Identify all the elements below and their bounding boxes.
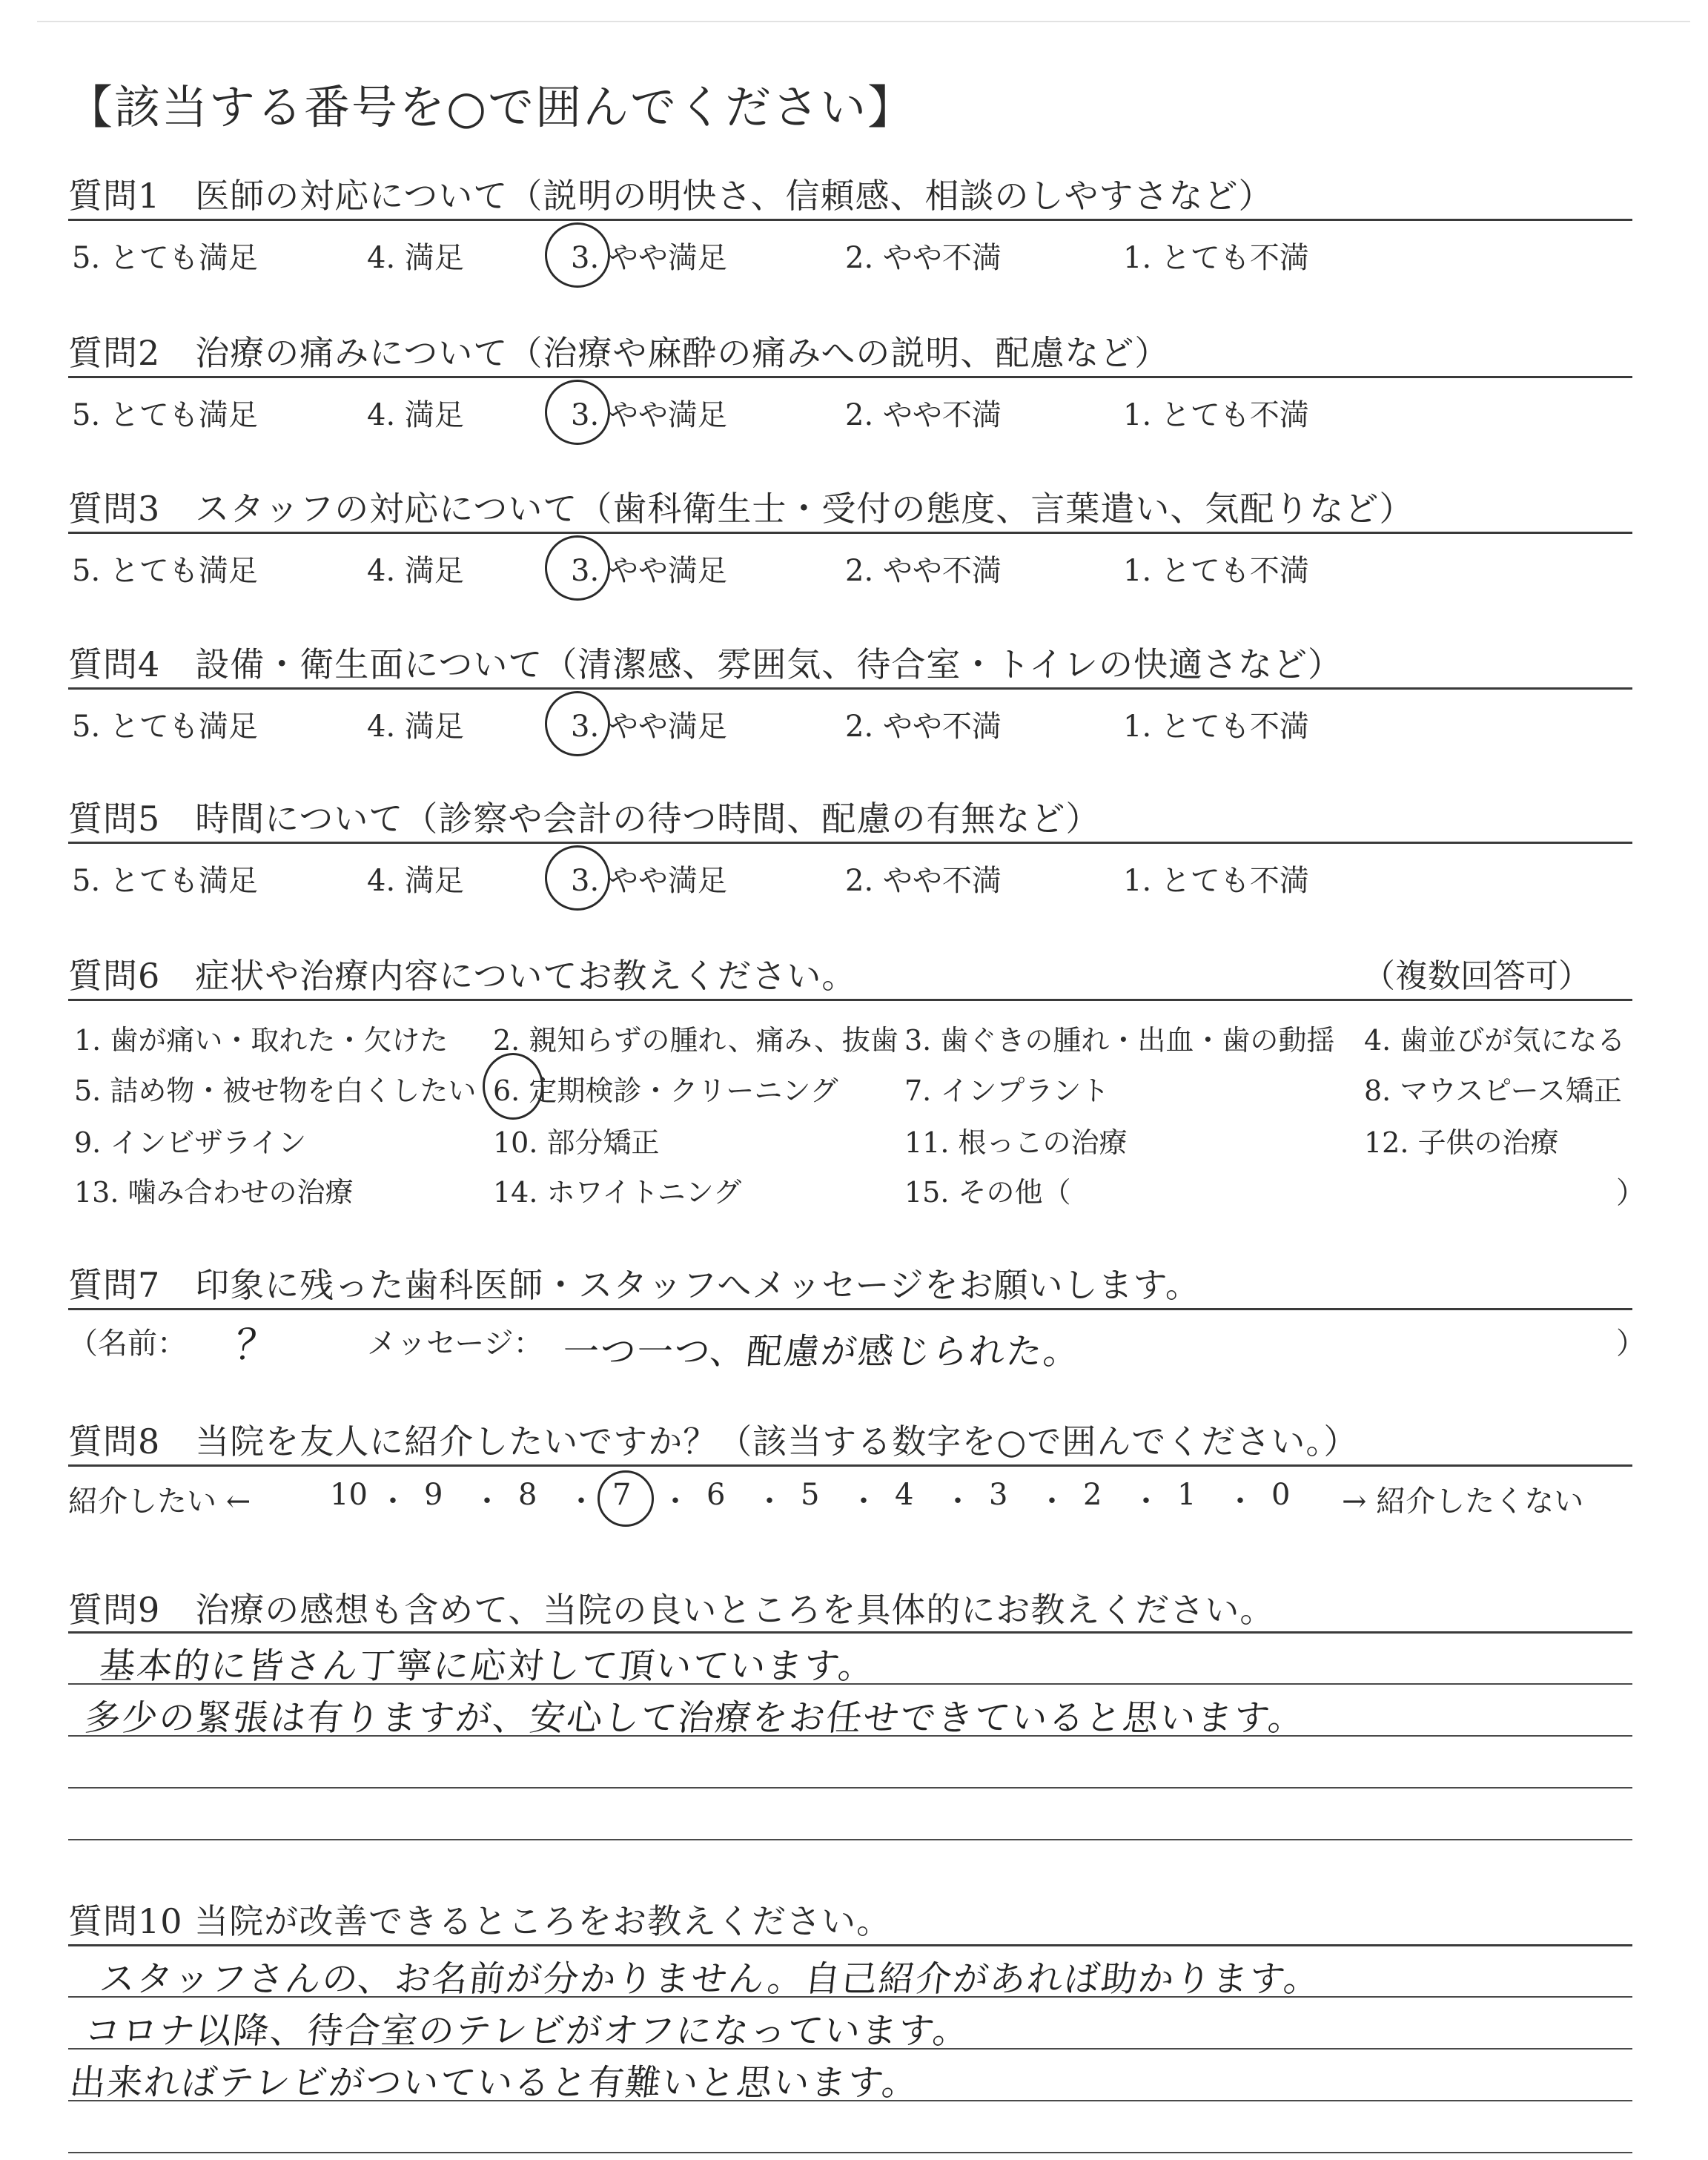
q7-close: ） <box>1616 1327 1646 1361</box>
q8-separator-dot: ・ <box>1225 1484 1255 1519</box>
rating-q3-title: 質問3 スタッフの対応について（歯科衛生士・受付の態度、言葉遣い、気配りなど） <box>68 489 1414 529</box>
rating-q3-option-2[interactable]: 2. やや不満 <box>845 554 1002 588</box>
q9-answer-1[interactable]: 基本的に皆さん丁寧に応対して頂いています。 <box>97 1645 878 1687</box>
q10-line-1 <box>68 1944 1632 1946</box>
q10-answer-3[interactable]: 出来ればテレビがついていると有難いと思います。 <box>67 2062 921 2104</box>
rating-q5-option-2[interactable]: 2. やや不満 <box>845 864 1002 898</box>
q6-option-11[interactable]: 11. 根っこの治療 <box>904 1126 1128 1159</box>
q8-separator-dot: ・ <box>566 1484 596 1519</box>
rating-q5-option-5[interactable]: 5. とても満足 <box>72 864 258 898</box>
rating-q4-title: 質問4 設備・衛生面について（清潔感、雰囲気、待合室・トイレの快適さなど） <box>68 644 1343 684</box>
rating-q4-option-1[interactable]: 1. とても不満 <box>1123 710 1309 744</box>
q8-rule <box>68 1464 1632 1467</box>
q8-scale-7[interactable]: 7 <box>612 1478 632 1512</box>
rating-q1-option-1[interactable]: 1. とても不満 <box>1123 241 1309 275</box>
rating-q4-selection-circle <box>545 691 610 756</box>
top-border <box>37 21 1690 22</box>
rating-q3-option-1[interactable]: 1. とても不満 <box>1123 554 1309 588</box>
rating-q5-option-4[interactable]: 4. 満足 <box>367 864 464 898</box>
rating-q5-option-3[interactable]: 3. やや満足 <box>571 864 727 898</box>
q7-message-label: メッセージ： <box>367 1327 543 1361</box>
q8-title: 質問8 当院を友人に紹介したいですか？（該当する数字を○で囲んでください。） <box>68 1421 1359 1462</box>
q6-option-7[interactable]: 7. インプラント <box>904 1074 1110 1107</box>
page-title: 【該当する番号を○で囲んでください】 <box>67 80 916 134</box>
rating-q2-option-5[interactable]: 5. とても満足 <box>72 398 258 432</box>
q8-scale-1[interactable]: 1 <box>1177 1478 1196 1512</box>
q6-option-5[interactable]: 5. 詰め物・被せ物を白くしたい <box>74 1074 477 1107</box>
q6-option-13[interactable]: 13. 噛み合わせの治療 <box>74 1176 354 1209</box>
q6-note: （複数回答可） <box>1363 957 1591 995</box>
q9-line-4 <box>68 1787 1632 1789</box>
rating-q4-rule <box>68 687 1632 690</box>
rating-q1-option-3[interactable]: 3. やや満足 <box>571 241 727 275</box>
q8-separator-dot: ・ <box>472 1484 502 1519</box>
q8-separator-dot: ・ <box>755 1484 784 1519</box>
q6-option-10[interactable]: 10. 部分矯正 <box>493 1126 660 1159</box>
q8-scale-4[interactable]: 4 <box>895 1478 914 1512</box>
q6-option-2[interactable]: 2. 親知らずの腫れ、痛み、抜歯 <box>493 1024 898 1057</box>
rating-q5-title: 質問5 時間について（診察や会計の待つ時間、配慮の有無など） <box>68 799 1101 839</box>
q6-option-3[interactable]: 3. 歯ぐきの腫れ・出血・歯の動揺 <box>904 1024 1335 1057</box>
q8-scale-9[interactable]: 9 <box>424 1478 443 1512</box>
q6-option-6[interactable]: 6. 定期検診・クリーニング <box>493 1074 838 1107</box>
rating-q2-option-2[interactable]: 2. やや不満 <box>845 398 1002 432</box>
q7-name-value[interactable]: ？ <box>233 1321 281 1370</box>
q10-title: 質問10 当院が改善できるところをお教えください。 <box>68 1901 892 1941</box>
q6-option-8[interactable]: 8. マウスピース矯正 <box>1364 1074 1622 1107</box>
rating-q4-option-3[interactable]: 3. やや満足 <box>571 710 727 744</box>
q8-separator-dot: ・ <box>661 1484 690 1519</box>
q8-scale-10[interactable]: 10 <box>330 1478 368 1512</box>
rating-q3-option-3[interactable]: 3. やや満足 <box>571 554 727 588</box>
rating-q3-option-4[interactable]: 4. 満足 <box>367 554 464 588</box>
rating-q3-rule <box>68 532 1632 534</box>
q8-scale-8[interactable]: 8 <box>518 1478 537 1512</box>
rating-q3-option-5[interactable]: 5. とても満足 <box>72 554 258 588</box>
rating-q2-option-4[interactable]: 4. 満足 <box>367 398 464 432</box>
rating-q4-option-5[interactable]: 5. とても満足 <box>72 710 258 744</box>
rating-q5-rule <box>68 842 1632 844</box>
q8-selection-circle <box>598 1470 654 1527</box>
q6-option-15[interactable]: 15. その他（ <box>904 1176 1071 1209</box>
q6-option-14[interactable]: 14. ホワイトニング <box>493 1176 742 1209</box>
q9-title: 質問9 治療の感想も含めて、当院の良いところを具体的にお教えください。 <box>68 1590 1275 1630</box>
q8-scale-0[interactable]: 0 <box>1271 1478 1291 1512</box>
q9-line-1 <box>68 1631 1632 1634</box>
q8-separator-dot: ・ <box>1131 1484 1161 1519</box>
q7-name-label: （名前： <box>68 1327 187 1361</box>
rating-q1-option-4[interactable]: 4. 満足 <box>367 241 464 275</box>
q8-separator-dot: ・ <box>1037 1484 1067 1519</box>
rating-q1-selection-circle <box>545 222 610 288</box>
q8-scale-6[interactable]: 6 <box>706 1478 726 1512</box>
q9-answer-2[interactable]: 多少の緊張は有りますが、安心して治療をお任せできていると思います。 <box>82 1697 1308 1739</box>
q6-other-close: ） <box>1616 1176 1646 1210</box>
q7-rule <box>68 1308 1632 1310</box>
rating-q1-title: 質問1 医師の対応について（説明の明快さ、信頼感、相談のしやすさなど） <box>68 176 1274 216</box>
rating-q2-selection-circle <box>545 380 610 445</box>
rating-q1-option-2[interactable]: 2. やや不満 <box>845 241 1002 275</box>
q10-line-5 <box>68 2152 1632 2153</box>
q6-selection-circle <box>483 1053 543 1120</box>
q8-scale-5[interactable]: 5 <box>801 1478 820 1512</box>
rating-q4-option-2[interactable]: 2. やや不満 <box>845 710 1002 744</box>
rating-q2-option-3[interactable]: 3. やや満足 <box>571 398 727 432</box>
rating-q4-option-4[interactable]: 4. 満足 <box>367 710 464 744</box>
rating-q5-selection-circle <box>545 845 610 911</box>
q10-answer-2[interactable]: コロナ以降、待合室のテレビがオフになっています。 <box>82 2010 973 2052</box>
q10-answer-1[interactable]: スタッフさんの、お名前が分かりません。自己紹介があれば助かります。 <box>97 1958 1323 2000</box>
q6-option-1[interactable]: 1. 歯が痛い・取れた・欠けた <box>74 1024 448 1057</box>
q8-right-label: → 紹介したくない <box>1342 1484 1584 1519</box>
q7-message-value[interactable]: 一つ一つ、配慮が感じられた。 <box>560 1331 1083 1373</box>
q6-option-4[interactable]: 4. 歯並びが気になる <box>1364 1024 1626 1057</box>
q8-scale-2[interactable]: 2 <box>1083 1478 1102 1512</box>
q8-scale-3[interactable]: 3 <box>989 1478 1008 1512</box>
rating-q1-rule <box>68 219 1632 221</box>
q8-separator-dot: ・ <box>943 1484 973 1519</box>
q6-title: 質問6 症状や治療内容についてお教えください。 <box>68 956 857 996</box>
rating-q2-title: 質問2 治療の痛みについて（治療や麻酔の痛みへの説明、配慮など） <box>68 333 1170 373</box>
rating-q5-option-1[interactable]: 1. とても不満 <box>1123 864 1309 898</box>
q6-rule <box>68 999 1632 1001</box>
q8-separator-dot: ・ <box>378 1484 408 1519</box>
rating-q2-option-1[interactable]: 1. とても不満 <box>1123 398 1309 432</box>
rating-q1-option-5[interactable]: 5. とても満足 <box>72 241 258 275</box>
rating-q3-selection-circle <box>545 535 610 601</box>
q8-separator-dot: ・ <box>849 1484 878 1519</box>
q6-option-12[interactable]: 12. 子供の治療 <box>1364 1126 1559 1159</box>
rating-q2-rule <box>68 376 1632 378</box>
q8-left-label: 紹介したい ← <box>68 1484 251 1519</box>
q9-line-5 <box>68 1839 1632 1840</box>
q6-option-9[interactable]: 9. インビザライン <box>74 1126 307 1159</box>
q7-title: 質問7 印象に残った歯科医師・スタッフへメッセージをお願いします。 <box>68 1265 1200 1305</box>
